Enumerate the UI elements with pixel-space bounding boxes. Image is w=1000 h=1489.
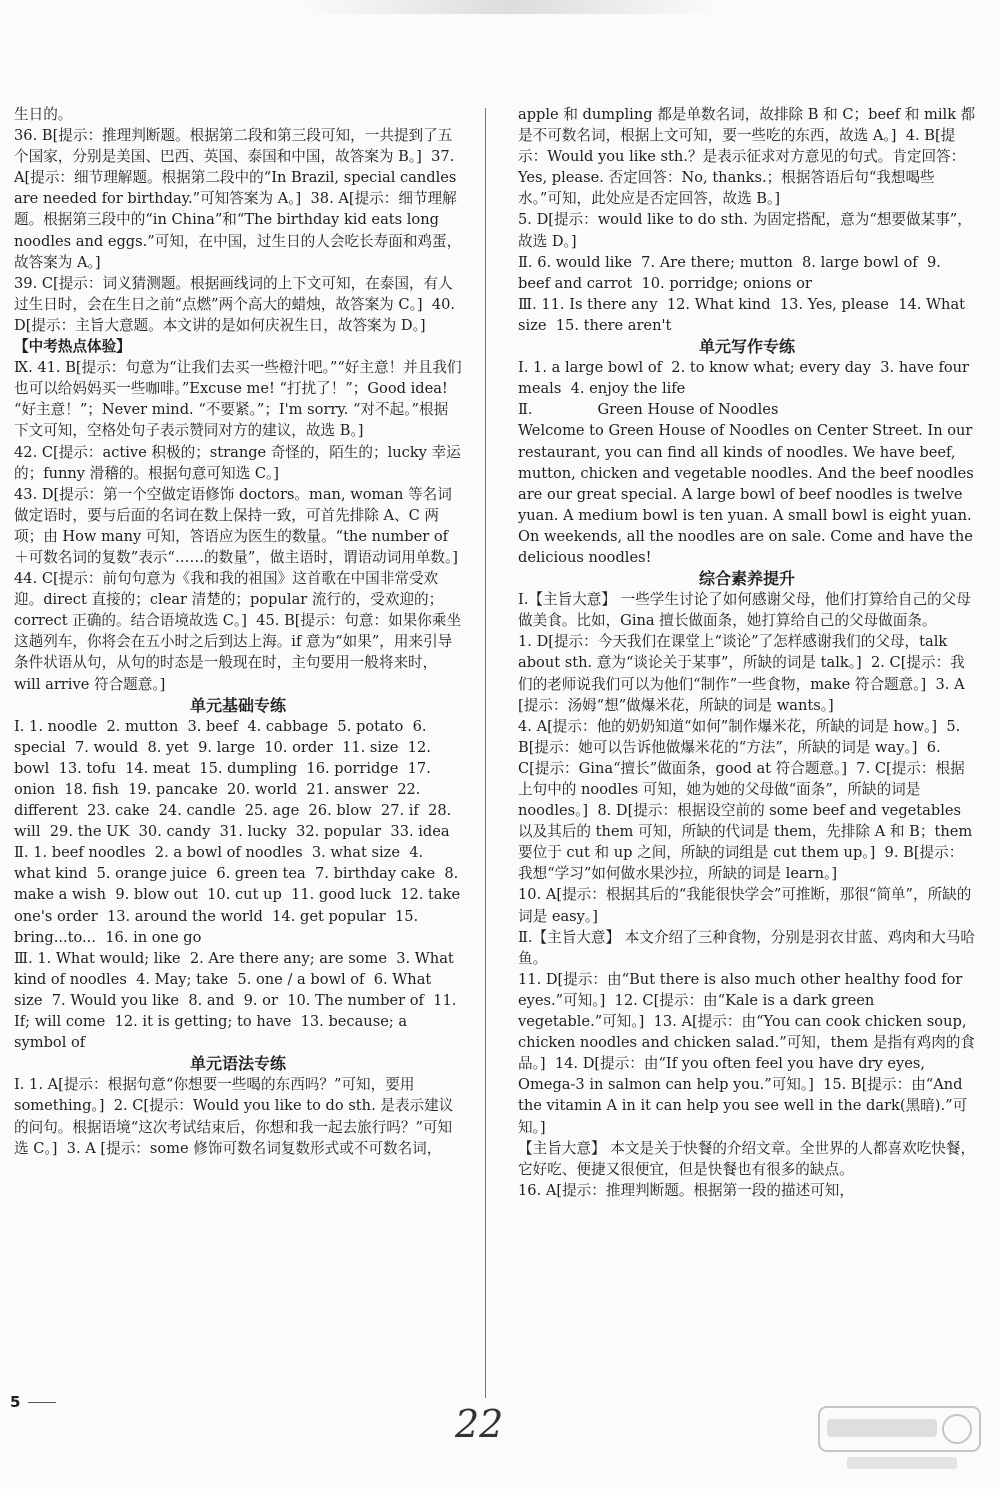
- answer-paragraph: 生日的。: [14, 106, 73, 123]
- answer-paragraph: Ⅰ. 1. a large bowl of 2. to know what; every day 3. have four meals 4. enjoy the life: [518, 359, 974, 398]
- answer-paragraph: Ⅱ. 6. would like 7. Are there; mutton 8. large bowl of 9. beef and carrot 10. porridge; onions or: [518, 253, 946, 292]
- answer-paragraph: 5. D[提示：would like to do sth. 为固定搭配，意为“想要做某事”，故选 D。]: [518, 211, 972, 250]
- answer-paragraph: Ⅸ. 41. B[提示：句意为“让我们去买一些橙汁吧。”“好主意！并且我们也可以给妈妈买一些咖啡。”Excuse me! “打扰了！”；Good idea! “好主意！”；Never mind. “不要紧。”；I'm sorry. “对不起。”根据下文可知，空格处句子表示赞同对方的建议，故选 B。]: [14, 359, 462, 440]
- left-column: [14, 104, 468, 1159]
- scan-artifact: [300, 0, 720, 14]
- answer-paragraph: Ⅱ. Green House of Noodles: [518, 401, 779, 419]
- answer-paragraph: Ⅱ.【主旨大意】 本文介绍了三种食物，分别是羽衣甘蓝、鸡肉和大马哈鱼。: [518, 928, 976, 967]
- answer-paragraph: Ⅰ.【主旨大意】 一些学生讨论了如何感谢父母，他们打算给自己的父母做美食。比如，Gina 擅长做面条，她打算给自己的父母做面条。: [518, 591, 971, 630]
- answer-paragraph: 4. A[提示：他的奶奶知道“如何”制作爆米花，所缺的词是 how。] 5. B[提示：她可以告诉他做爆米花的“方法”，所缺的词是 way。] 6. C[提示：Gina“擅长”做面条，good at 符合题意。] 7. C[提示：根据上句中的 noodles 可知，她为她的父母做“面条”，所缺的词是 noodles。] 8. D[提示：根据设空前的 some beef and vegetables 以及其后的 them 可知，所缺的代词是 them，先排除 A 和 B；them 要位于 cut 和 up 之间，所缺的词组是 cut them up。] 9. B[提示：我想“学习”如何做水果沙拉，所缺的词是 learn。]: [518, 717, 977, 883]
- answer-paragraph: Welcome to Green House of Noodles on Center Street. In our restaurant, you can find all kinds of noodles. We have beef, mutton, chicken and vegetable noodles. And the beef noodles are our great special. A large bowl of beef noodles is twelve yuan. A medium bowl is ten yuan. A small bowl is eight yuan. On weekends, all the noodles are on sale. Come and have the delicious noodles!: [518, 422, 979, 566]
- answer-paragraph: 39. C[提示：词义猜测题。根据画线词的上下文可知，在泰国，有人过生日时，会在生日之前“点燃”两个高大的蜡烛，故答案为 C。] 40. D[提示：主旨大意题。本文讲的是如何庆祝生日，故答案为 D。]: [14, 274, 460, 334]
- right-column: [518, 104, 979, 1201]
- watermark-logo: [817, 1405, 982, 1473]
- section-label: 【中考热点体验】: [14, 338, 131, 356]
- answer-paragraph: 16. A[提示：推理判断题。根据第一段的描述可知，: [518, 1181, 854, 1199]
- answer-paragraph: Ⅱ. 1. beef noodles 2. a bowl of noodles 3. what size 4. what kind 5. orange juice 6. green tea 7. birthday cake 8. make a wish 9. blow out 10. cut up 11. good luck 12. take one's order 13. around the world 14. get popular 15. bring...to... 16. in one go: [14, 844, 465, 946]
- page-number-rule: [28, 1402, 56, 1403]
- answer-paragraph: Ⅲ. 11. Is there any 12. What kind 13. Yes, please 14. What size 15. there aren't: [518, 295, 970, 334]
- answer-paragraph: Ⅰ. 1. noodle 2. mutton 3. beef 4. cabbage 5. potato 6. special 7. would 8. yet 9. large 10. order 11. size 12. bowl 13. tofu 14. meat 15. dumpling 16. porridge 17. onion 18. fish 19. pancake 20. world 21. answer 22. different 23. cake 24. candle 25. age 26. blow 27. if 28. will 29. the UK 30. candy 31. lucky 32. popular 33. idea: [14, 717, 456, 841]
- answer-paragraph: 42. C[提示：active 积极的；strange 奇怪的，陌生的；lucky 幸运的；funny 滑稽的。根据句意可知选 C。]: [14, 443, 461, 482]
- answer-paragraph: 1. D[提示：今天我们在课堂上“谈论”了怎样感谢我们的父母，talk about sth. 意为“谈论关于某事”，所缺的词是 talk。] 2. C[提示：我们的老师说我们可以为他们“制作”一些食物，make 符合题意。] 3. A [提示：汤姆“想”做爆米花，所缺的词是 wants。]: [518, 633, 970, 714]
- answer-paragraph: 43. D[提示：第一个空做定语修饰 doctors。man, woman 等名词做定语时，要与后面的名词在数上保持一致，可首先排除 A、C 两项；由 How many 可知，答语应为医生的数量。“the number of＋可数名词的复数”表示“……的数量”，做主语时，谓语动词用单数。] 44. C[提示：前句句意为《我和我的祖国》这首歌在中国非常受欢迎。direct 直接的；clear 清楚的；popular 流行的，受欢迎的；correct 正确的。结合语境故选 C。] 45. B[提示：句意：如果你乘坐这趟列车，你将会在五小时之后到达上海。if 意为“如果”，用来引导条件状语从句，从句的时态是一般现在时，主句要用一般将来时，will arrive 符合题意。]: [14, 485, 468, 693]
- answer-paragraph: Ⅰ. 1. A[提示：根据句意“你想要一些喝的东西吗？”可知，要用 something。] 2. C[提示：Would you like to do sth. 是表示建议的问句。根据语境“这次考试结束后，你想和我一起去旅行吗？”可知选 C。] 3. A [提示：some 修饰可数名词复数形式或不可数名词，: [14, 1076, 454, 1157]
- section-title: 单元基础专练: [189, 695, 286, 715]
- answer-paragraph: 【主旨大意】 本文是关于快餐的介绍文章。全世界的人都喜欢吃快餐，它好吃、便捷又很便宜，但是快餐也有很多的缺点。: [518, 1139, 976, 1178]
- column-divider: [485, 108, 486, 1398]
- answer-paragraph: 10. A[提示：根据其后的“我能很快学会”可推断，那很“简单”，所缺的词是 easy。]: [518, 886, 972, 925]
- handwritten-note: 22: [455, 1402, 504, 1446]
- answer-paragraph: Ⅲ. 1. What would; like 2. Are there any; are some 3. What kind of noodles 4. May; take 5. one / a bowl of 6. What size 7. Would you like 8. and 9. or 10. The number of 11. If; will come 12. it is getting; to have 13. because; a symbol of: [14, 949, 462, 1052]
- page-number: 5: [10, 1393, 21, 1411]
- answer-paragraph: 11. D[提示：由“But there is also much other healthy food for eyes.”可知。] 12. C[提示：由“Kale is a dark green vegetable.”可知。] 13. A[提示：由“You can cook chicken soup, chicken noodles and chicken salad.”可知，them 是指有鸡肉的食品。] 14. D[提示：由“If you often feel you have dry eyes, Omega-3 in salmon can help you.”可知。] 15. B[提示：由“And the vitamin A in it can help you see well in the dark(黑暗).”可知。]: [518, 970, 976, 1136]
- section-title: 单元写作专练: [698, 337, 795, 357]
- section-title: 综合素养提升: [698, 569, 795, 589]
- answer-paragraph: 36. B[提示：推理判断题。根据第二段和第三段可知，一共提到了五个国家，分别是美国、巴西、英国、泰国和中国，故答案为 B。] 37. A[提示：细节理解题。根据第二段中的“In Brazil, special candles are needed for birthday.”可知答案为 A。] 38. A[提示：细节理解题。根据第三段中的“in China”和“The birthday kid eats long noodles and eggs.”可知，在中国，过生日的人会吃长寿面和鸡蛋，故答案为 A。]: [14, 127, 462, 271]
- answer-paragraph: apple 和 dumpling 都是单数名词，故排除 B 和 C；beef 和 milk 都是不可数名词，根据上文可知，要一些吃的东西，故选 A。] 4. B[提示：Would you like sth.？是表示征求对方意见的句式。肯定回答：Yes, please. 否定回答：No, thanks.；根据答语后句“我想喝些水。”可知，此处应是否定回答，故选 B。]: [518, 106, 976, 208]
- section-title: 单元语法专练: [189, 1054, 286, 1074]
